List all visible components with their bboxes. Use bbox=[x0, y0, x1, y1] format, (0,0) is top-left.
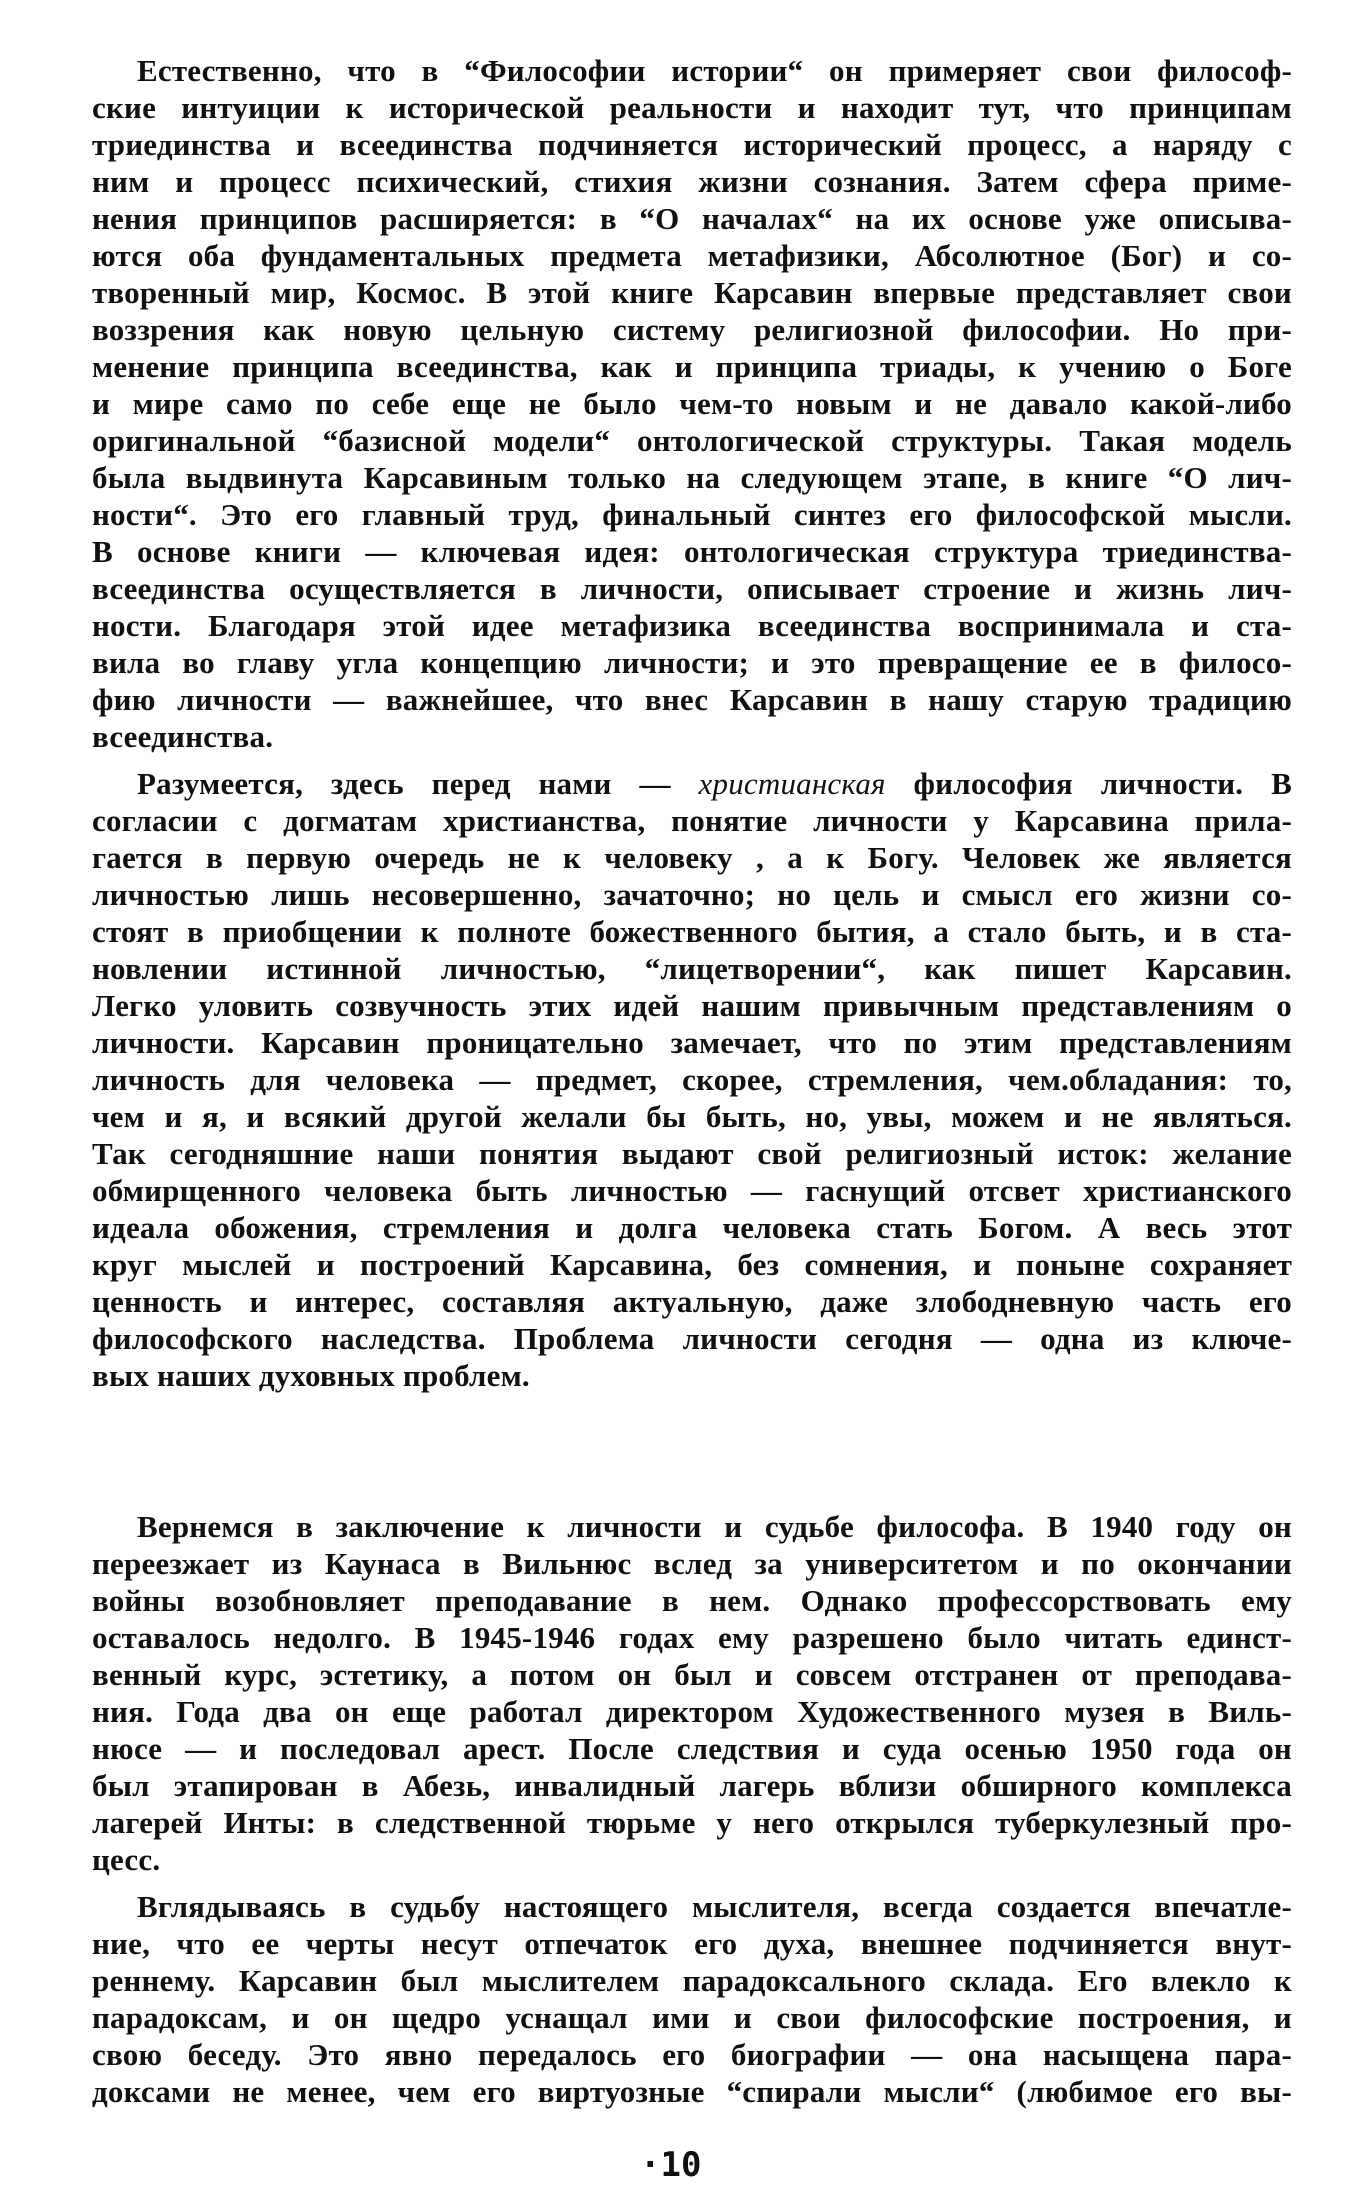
text-line: войны возобновляет преподавание в нем. Однако профессорствовать ему bbox=[92, 1583, 1292, 1618]
text-line: фию личности — важнейшее, что внес Карсавин в нашу старую традицию bbox=[92, 682, 1292, 717]
text-line: вых наших духовных проблем. bbox=[92, 1358, 530, 1393]
text-line: нения принципов расширяется: в “О началах“ на их основе уже описыва- bbox=[92, 201, 1292, 236]
text-line: венный курс, эстетику, а потом он был и совсем отстранен от преподава- bbox=[92, 1657, 1292, 1692]
text-line: ские интуиции к исторической реальности и находит тут, что принципам bbox=[92, 90, 1292, 125]
text-line: всеединства осуществляется в личности, описывает строение и жизнь лич- bbox=[92, 571, 1292, 606]
text-line: Так сегодняшние наши понятия выдают свой религиозный исток: желание bbox=[92, 1136, 1292, 1171]
text-line: философского наследства. Проблема личности сегодня — одна из ключе- bbox=[92, 1321, 1292, 1356]
text-line: цесс. bbox=[92, 1842, 161, 1877]
text-line: идеала обожения, стремления и долга человека стать Богом. А весь этот bbox=[92, 1210, 1292, 1245]
text-line: Вернемся в заключение к личности и судьбе философа. В 1940 году он bbox=[137, 1509, 1292, 1544]
text-line: реннему. Карсавин был мыслителем парадоксального склада. Его влекло к bbox=[92, 1963, 1292, 1998]
paragraph-3 bbox=[92, 1508, 1292, 1878]
text-line: личность для человека — предмет, скорее, стремления, чем.обладания: то, bbox=[92, 1062, 1292, 1097]
text-line: Естественно, что в “Философии истории“ он примеряет свои философ- bbox=[137, 53, 1292, 88]
text-line: был этапирован в Абезь, инвалидный лагерь вблизи обширного комплекса bbox=[92, 1768, 1292, 1803]
paragraph-4 bbox=[92, 1888, 1292, 2110]
text-line: В основе книги — ключевая идея: онтологическая структура триединства- bbox=[92, 534, 1292, 569]
paragraph-2 bbox=[92, 765, 1292, 1394]
text-line: новлении истинной личностью, “лицетворении“, как пишет Карсавин. bbox=[92, 951, 1292, 986]
text-fragment: Разумеется, здесь перед нами — bbox=[137, 766, 699, 801]
text-line: ним и процесс психический, стихия жизни сознания. Затем сфера приме- bbox=[92, 164, 1292, 199]
text-line: всеединства. bbox=[92, 719, 274, 754]
text-line: ются оба фундаментальных предмета метафизики, Абсолютное (Бог) и со- bbox=[92, 238, 1292, 273]
text-line: ние, что ее черты несут отпечаток его духа, внешнее подчиняется внут- bbox=[92, 1926, 1292, 1961]
text-line: стоят в приобщении к полноте божественного бытия, а стало быть, и в ста- bbox=[92, 914, 1292, 949]
text-line: чем и я, и всякий другой желали бы быть, но, увы, можем и не являться. bbox=[92, 1099, 1292, 1134]
text-line: личности. Карсавин проницательно замечает, что по этим представлениям bbox=[92, 1025, 1292, 1060]
emphasis-text: христианская bbox=[698, 766, 886, 801]
text-line bbox=[92, 765, 1292, 802]
text-line: ценность и интерес, составляя актуальную, даже злободневную часть его bbox=[92, 1284, 1292, 1319]
text-line: ния. Года два он еще работал директором Художественного музея в Виль- bbox=[92, 1694, 1292, 1729]
text-line: личностью лишь несовершенно, зачаточно; но цель и смысл его жизни со- bbox=[92, 877, 1292, 912]
text-line: доксами не менее, чем его виртуозные “спирали мысли“ (любимое его вы- bbox=[92, 2074, 1292, 2109]
text-line: триединства и всеединства подчиняется исторический процесс, а наряду с bbox=[92, 127, 1292, 162]
text-line: круг мыслей и построений Карсавина, без сомнения, и поныне сохраняет bbox=[92, 1247, 1292, 1282]
text-section-1 bbox=[92, 52, 1292, 1394]
text-line: переезжает из Каунаса в Вильнюс вслед за университетом и по окончании bbox=[92, 1546, 1292, 1581]
text-line: Легко уловить созвучность этих идей нашим привычным представлениям о bbox=[92, 988, 1292, 1023]
text-line: оригинальной “базисной модели“ онтологической структуры. Такая модель bbox=[92, 423, 1292, 458]
paragraph-1 bbox=[92, 52, 1292, 755]
text-line: ности“. Это его главный труд, финальный синтез его философской мысли. bbox=[92, 497, 1292, 532]
text-line: ности. Благодаря этой идее метафизика всеединства воспринимала и ста- bbox=[92, 608, 1292, 643]
text-line: Вглядываясь в судьбу настоящего мыслителя, всегда создается впечатле- bbox=[137, 1889, 1292, 1924]
text-line: вила во главу угла концепцию личности; и это превращение ее в филосо- bbox=[92, 645, 1292, 680]
text-line: парадоксам, и он щедро уснащал ими и свои философские построения, и bbox=[92, 2000, 1292, 2035]
text-line: воззрения как новую цельную систему религиозной философии. Но при- bbox=[92, 312, 1292, 347]
text-section-2 bbox=[92, 1508, 1292, 2110]
text-fragment: философия личности. В bbox=[885, 766, 1292, 801]
text-line: гается в первую очередь не к человеку , а к Богу. Человек же является bbox=[92, 840, 1292, 875]
text-line: менение принципа всеединства, как и принципа триады, к учению о Боге bbox=[92, 349, 1292, 384]
text-line: была выдвинута Карсавиным только на следующем этапе, в книге “О лич- bbox=[92, 460, 1292, 495]
text-line: оставалось недолго. В 1945-1946 годах ему разрешено было читать единст- bbox=[92, 1620, 1292, 1655]
text-line: свою беседу. Это явно передалось его биографии — она насыщена пара- bbox=[92, 2037, 1292, 2072]
page-number: ·10 bbox=[640, 2145, 702, 2185]
text-line: творенный мир, Космос. В этой книге Карсавин впервые представляет свои bbox=[92, 275, 1292, 310]
text-line: и мире само по себе еще не было чем-то новым и не давало какой-либо bbox=[92, 386, 1292, 421]
text-line: согласии с догматам христианства, понятие личности у Карсавина прила- bbox=[92, 803, 1292, 838]
text-line: нюсе — и последовал арест. После следствия и суда осенью 1950 года он bbox=[92, 1731, 1292, 1766]
text-line: лагерей Инты: в следственной тюрьме у него открылся туберкулезный про- bbox=[92, 1805, 1292, 1840]
text-line: обмирщенного человека быть личностью — гаснущий отсвет христианского bbox=[92, 1173, 1292, 1208]
